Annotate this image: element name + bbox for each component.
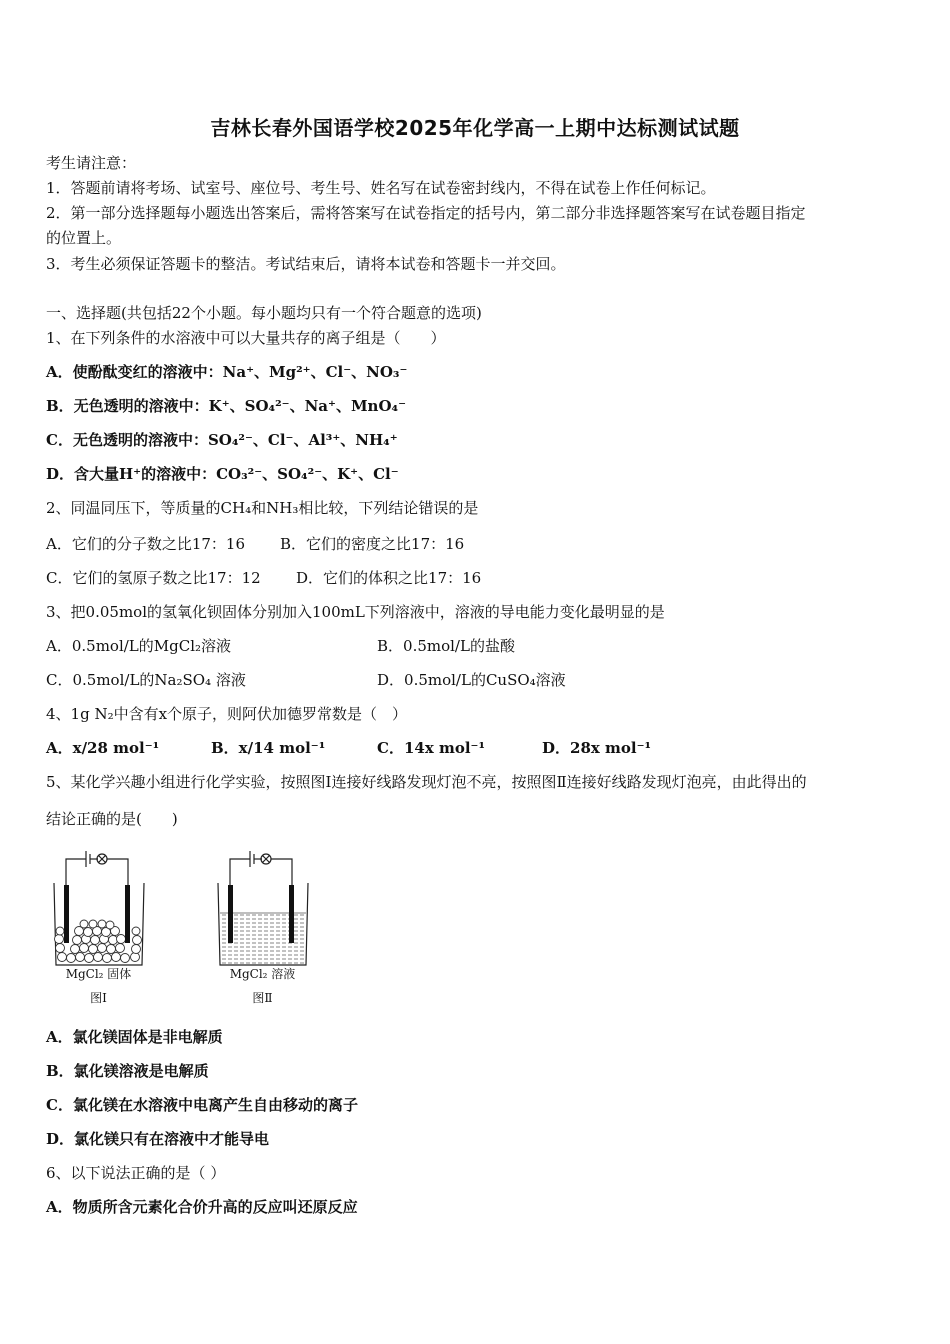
circuit-diagram-solution xyxy=(210,845,315,975)
q4-option-c: C．14x mol⁻¹ xyxy=(377,739,486,757)
q5-option-b: B．氯化镁溶液是电解质 xyxy=(46,1062,209,1080)
q1-stem: 1、在下列条件的水溶液中可以大量共存的离子组是（ ） xyxy=(46,329,446,347)
notice-heading: 考生请注意： xyxy=(46,154,137,172)
q3-option-d: D．0.5mol/L的CuSO₄溶液 xyxy=(377,671,566,689)
figure-2-label: MgCl₂ 溶液 xyxy=(229,967,296,981)
q5-stem-line2: 结论正确的是( ) xyxy=(46,810,178,828)
q3-option-a: A．0.5mol/L的MgCl₂溶液 xyxy=(46,637,232,655)
q4-option-b: B．x/14 mol⁻¹ xyxy=(211,739,326,757)
q4-option-a: A．x/28 mol⁻¹ xyxy=(46,739,160,757)
figure-1 xyxy=(46,845,151,1010)
q3-stem: 3、把0.05mol的氢氧化钡固体分别加入100mL下列溶液中，溶液的导电能力变化最明显的是 xyxy=(46,603,665,621)
figure-1-caption: 图Ⅰ xyxy=(90,991,107,1005)
q5-stem-line1: 5、某化学兴趣小组进行化学实验，按照图Ⅰ连接好线路发现灯泡不亮，按照图Ⅱ连接好线路发现灯泡亮，由此得出的 xyxy=(46,773,807,791)
q1-option-b: B．无色透明的溶液中：K⁺、SO₄²⁻、Na⁺、MnO₄⁻ xyxy=(46,397,407,415)
section-heading: 一、选择题(共包括22个小题。每小题均只有一个符合题意的选项) xyxy=(46,304,482,322)
q1-option-a: A．使酚酞变红的溶液中：Na⁺、Mg²⁺、Cl⁻、NO₃⁻ xyxy=(46,363,408,381)
q3-option-c: C．0.5mol/L的Na₂SO₄ 溶液 xyxy=(46,671,246,689)
notice-item-3: 3．考生必须保证答题卡的整洁。考试结束后，请将本试卷和答题卡一并交回。 xyxy=(46,255,566,273)
q3-option-b: B．0.5mol/L的盐酸 xyxy=(377,637,515,655)
notice-item-2: 2．第一部分选择题每小题选出答案后，需将答案写在试卷指定的括号内，第二部分非选择题答案写在试卷题目指定 xyxy=(46,204,806,222)
q5-option-a: A．氯化镁固体是非电解质 xyxy=(46,1028,223,1046)
q2-option-a: A．它们的分子数之比17：16 xyxy=(46,535,246,553)
figure-1-label: MgCl₂ 固体 xyxy=(65,967,132,981)
q1-option-c: C．无色透明的溶液中：SO₄²⁻、Cl⁻、Al³⁺、NH₄⁺ xyxy=(46,431,398,449)
page-title: 吉林长春外国语学校2025年化学高一上期中达标测试试题 xyxy=(210,116,740,140)
figure-2-caption: 图Ⅱ xyxy=(252,991,273,1005)
q2-option-b: B．它们的密度之比17：16 xyxy=(280,535,465,553)
q4-stem: 4、1g N₂中含有x个原子，则阿伏加德罗常数是（ ） xyxy=(46,705,408,723)
q4-option-d: D．28x mol⁻¹ xyxy=(542,739,652,757)
circuit-diagram-solid xyxy=(46,845,151,975)
notice-item-1: 1．答题前请将考场、试室号、座位号、考生号、姓名写在试卷密封线内，不得在试卷上作任何标记。 xyxy=(46,179,716,197)
q5-option-c: C．氯化镁在水溶液中电离产生自由移动的离子 xyxy=(46,1096,358,1114)
q2-stem: 2、同温同压下，等质量的CH₄和NH₃相比较，下列结论错误的是 xyxy=(46,499,479,517)
q6-stem: 6、以下说法正确的是（ ） xyxy=(46,1164,226,1182)
q2-option-c: C．它们的氢原子数之比17：12 xyxy=(46,569,261,587)
notice-item-2-cont: 的位置上。 xyxy=(46,229,122,247)
figure-2 xyxy=(210,845,315,1010)
q5-option-d: D．氯化镁只有在溶液中才能导电 xyxy=(46,1130,270,1148)
q2-option-d: D．它们的体积之比17：16 xyxy=(296,569,482,587)
q1-option-d: D．含大量H⁺的溶液中：CO₃²⁻、SO₄²⁻、K⁺、Cl⁻ xyxy=(46,465,399,483)
q6-option-a: A．物质所含元素化合价升高的反应叫还原反应 xyxy=(46,1198,358,1216)
